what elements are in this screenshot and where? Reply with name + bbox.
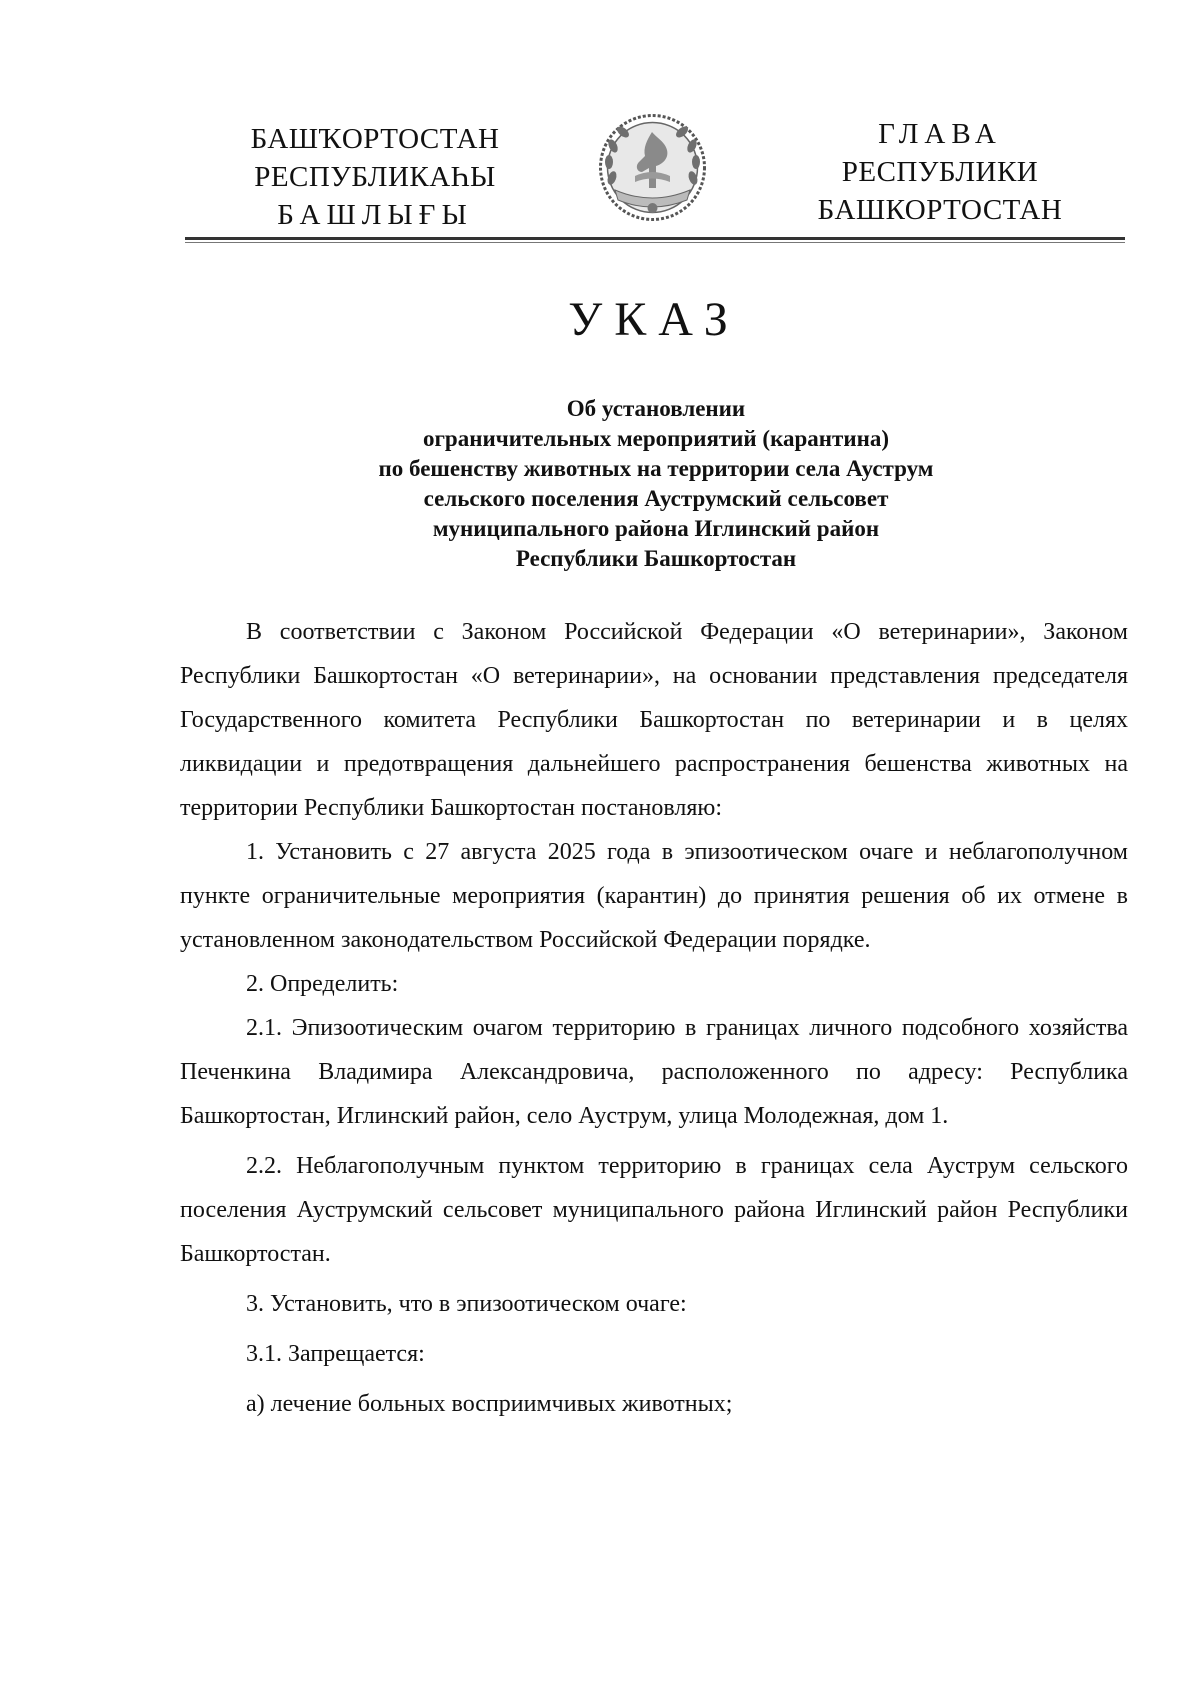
- document-subject: [0, 394, 1200, 574]
- header-left-line-3: БАШЛЫҒЫ: [277, 199, 473, 231]
- document-header: [185, 110, 1125, 230]
- document-type-title: УКАЗ: [568, 293, 740, 346]
- clause-2: 2. Определить:: [246, 971, 399, 997]
- header-divider-thick: [185, 237, 1125, 240]
- header-bashkir-title: [225, 120, 525, 234]
- header-left-line-1: БАШҠОРТОСТАН: [250, 123, 500, 155]
- header-right-line-2: РЕСПУБЛИКИ: [841, 156, 1039, 188]
- clause-2-1: 2.1. Эпизоотическим очагом территорию в границах личного подсобного хозяйства Печенкина Владимира Александровича, расположенного по адресу: Республика Башкортостан, Иглинский район, село Ауструм, улица Молодежная, дом 1.: [180, 1015, 1128, 1129]
- clause-2-2: 2.2. Неблагополучным пунктом территорию в границах села Ауструм сельского поселения Ауструмский сельсовет муниципального района Иглинский район Республики Башкортостан.: [180, 1153, 1128, 1267]
- subject-line-3: по бешенству животных на территории села Ауструм: [378, 456, 934, 481]
- clause-3: 3. Установить, что в эпизоотическом очаге:: [246, 1291, 687, 1317]
- subject-line-2: ограничительных мероприятий (карантина): [422, 426, 890, 451]
- header-russian-title: [775, 115, 1105, 229]
- document-body: [180, 610, 1128, 1426]
- subject-line-4: сельского поселения Ауструмский сельсовет: [423, 486, 889, 511]
- header-right-line-1: ГЛАВА: [878, 118, 1002, 150]
- subject-line-1: Об установлении: [566, 396, 746, 421]
- bashkortostan-coat-of-arms-icon: [595, 110, 710, 225]
- subject-line-5: муниципального района Иглинский район: [432, 516, 880, 541]
- clause-1: 1. Установить с 27 августа 2025 года в эпизоотическом очаге и неблагополучном пункте ограничительные мероприятия (карантин) до принятия решения об их отмене в установленном законодательством Российской Федерации порядке.: [180, 839, 1128, 953]
- subject-line-6: Республики Башкортостан: [515, 546, 797, 571]
- clause-3-1: 3.1. Запрещается:: [246, 1341, 425, 1367]
- header-left-line-2: РЕСПУБЛИКАҺЫ: [254, 161, 496, 193]
- header-right-line-3: БАШКОРТОСТАН: [817, 194, 1063, 226]
- clause-3-1-a: а) лечение больных восприимчивых животных;: [246, 1391, 733, 1417]
- header-divider-thin: [185, 242, 1125, 243]
- preamble-paragraph: В соответствии с Законом Российской Федерации «О ветеринарии», Законом Республики Башкортостан «О ветеринарии», на основании представления председателя Государственного комитета Республики Башкортостан по ветеринарии и в целях ликвидации и предотвращения дальнейшего распространения бешенства животных на территории Республики Башкортостан постановляю:: [180, 619, 1128, 821]
